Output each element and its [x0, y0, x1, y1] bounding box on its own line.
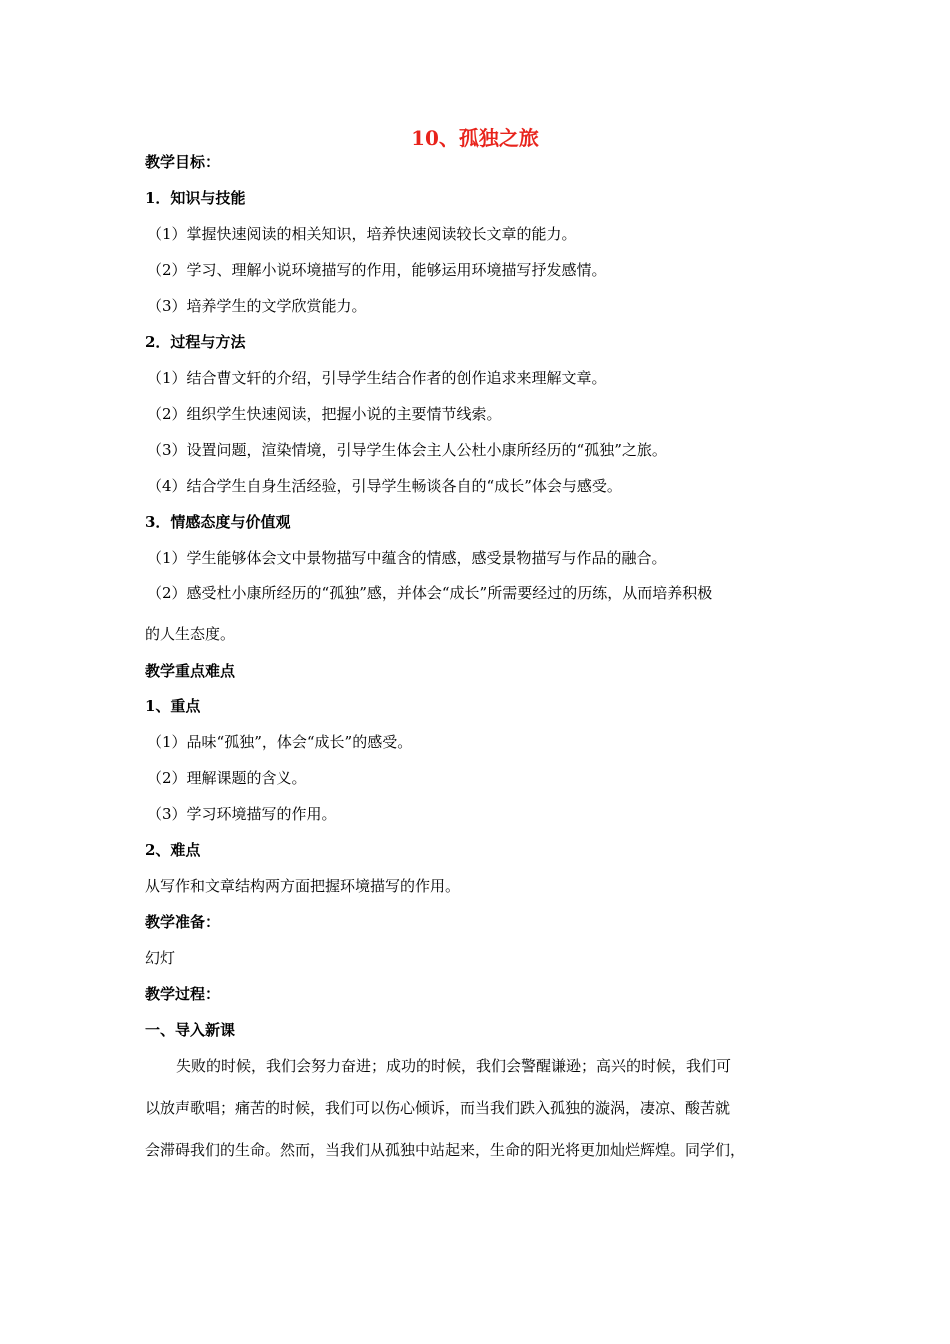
attitude-item-continued: 的人生态度。: [145, 625, 236, 643]
process-item: （4）结合学生自身生活经验，引导学生畅谈各自的“成长”体会与感受。: [147, 477, 622, 495]
knowledge-item: （2）学习、理解小说环境描写的作用，能够运用环境描写抒发感情。: [147, 261, 607, 279]
key-item: （1）品味“孤独”，体会“成长”的感受。: [147, 733, 413, 751]
intro-paragraph-line: 以放声歌唱；痛苦的时候，我们可以伤心倾诉，而当我们跌入孤独的漩涡，凄凉、酸苦就: [145, 1099, 731, 1117]
knowledge-item: （1）掌握快速阅读的相关知识，培养快速阅读较长文章的能力。: [147, 225, 577, 243]
knowledge-item: （3）培养学生的文学欣赏能力。: [147, 297, 367, 315]
knowledge-heading: 1．知识与技能: [145, 189, 246, 207]
procedure-heading: 教学过程：: [145, 985, 221, 1003]
attitude-item: （2）感受杜小康所经历的“孤独”感，并体会“成长”所需要经过的历练，从而培养积极: [147, 584, 713, 602]
document-title: 10、孤独之旅: [411, 126, 539, 150]
process-item: （3）设置问题，渲染情境，引导学生体会主人公杜小康所经历的“孤独”之旅。: [147, 441, 667, 459]
preparation-text: 幻灯: [145, 949, 176, 967]
key-item: （2）理解课题的含义。: [147, 769, 307, 787]
key-heading: 1、重点: [145, 697, 201, 715]
attitude-item: （1）学生能够体会文中景物描写中蕴含的情感，感受景物描写与作品的融合。: [147, 549, 667, 567]
difficult-text: 从写作和文章结构两方面把握环境描写的作用。: [145, 877, 461, 895]
process-heading: 2．过程与方法: [145, 333, 246, 351]
intro-paragraph-line: 失败的时候，我们会努力奋进；成功的时候，我们会警醒谦逊；高兴的时候，我们可: [176, 1057, 732, 1075]
key-item: （3）学习环境描写的作用。: [147, 805, 337, 823]
difficult-heading: 2、难点: [145, 841, 201, 859]
objectives-heading: 教学目标：: [145, 153, 221, 171]
process-item: （1）结合曹文轩的介绍，引导学生结合作者的创作追求来理解文章。: [147, 369, 607, 387]
attitude-heading: 3．情感态度与价值观: [145, 513, 291, 531]
key-difficult-heading: 教学重点难点: [145, 662, 236, 680]
intro-heading: 一、导入新课: [145, 1021, 236, 1039]
intro-paragraph-line: 会滞碍我们的生命。然而，当我们从孤独中站起来，生命的阳光将更加灿烂辉煌。同学们，: [145, 1141, 746, 1159]
process-item: （2）组织学生快速阅读，把握小说的主要情节线索。: [147, 405, 502, 423]
preparation-heading: 教学准备：: [145, 913, 221, 931]
